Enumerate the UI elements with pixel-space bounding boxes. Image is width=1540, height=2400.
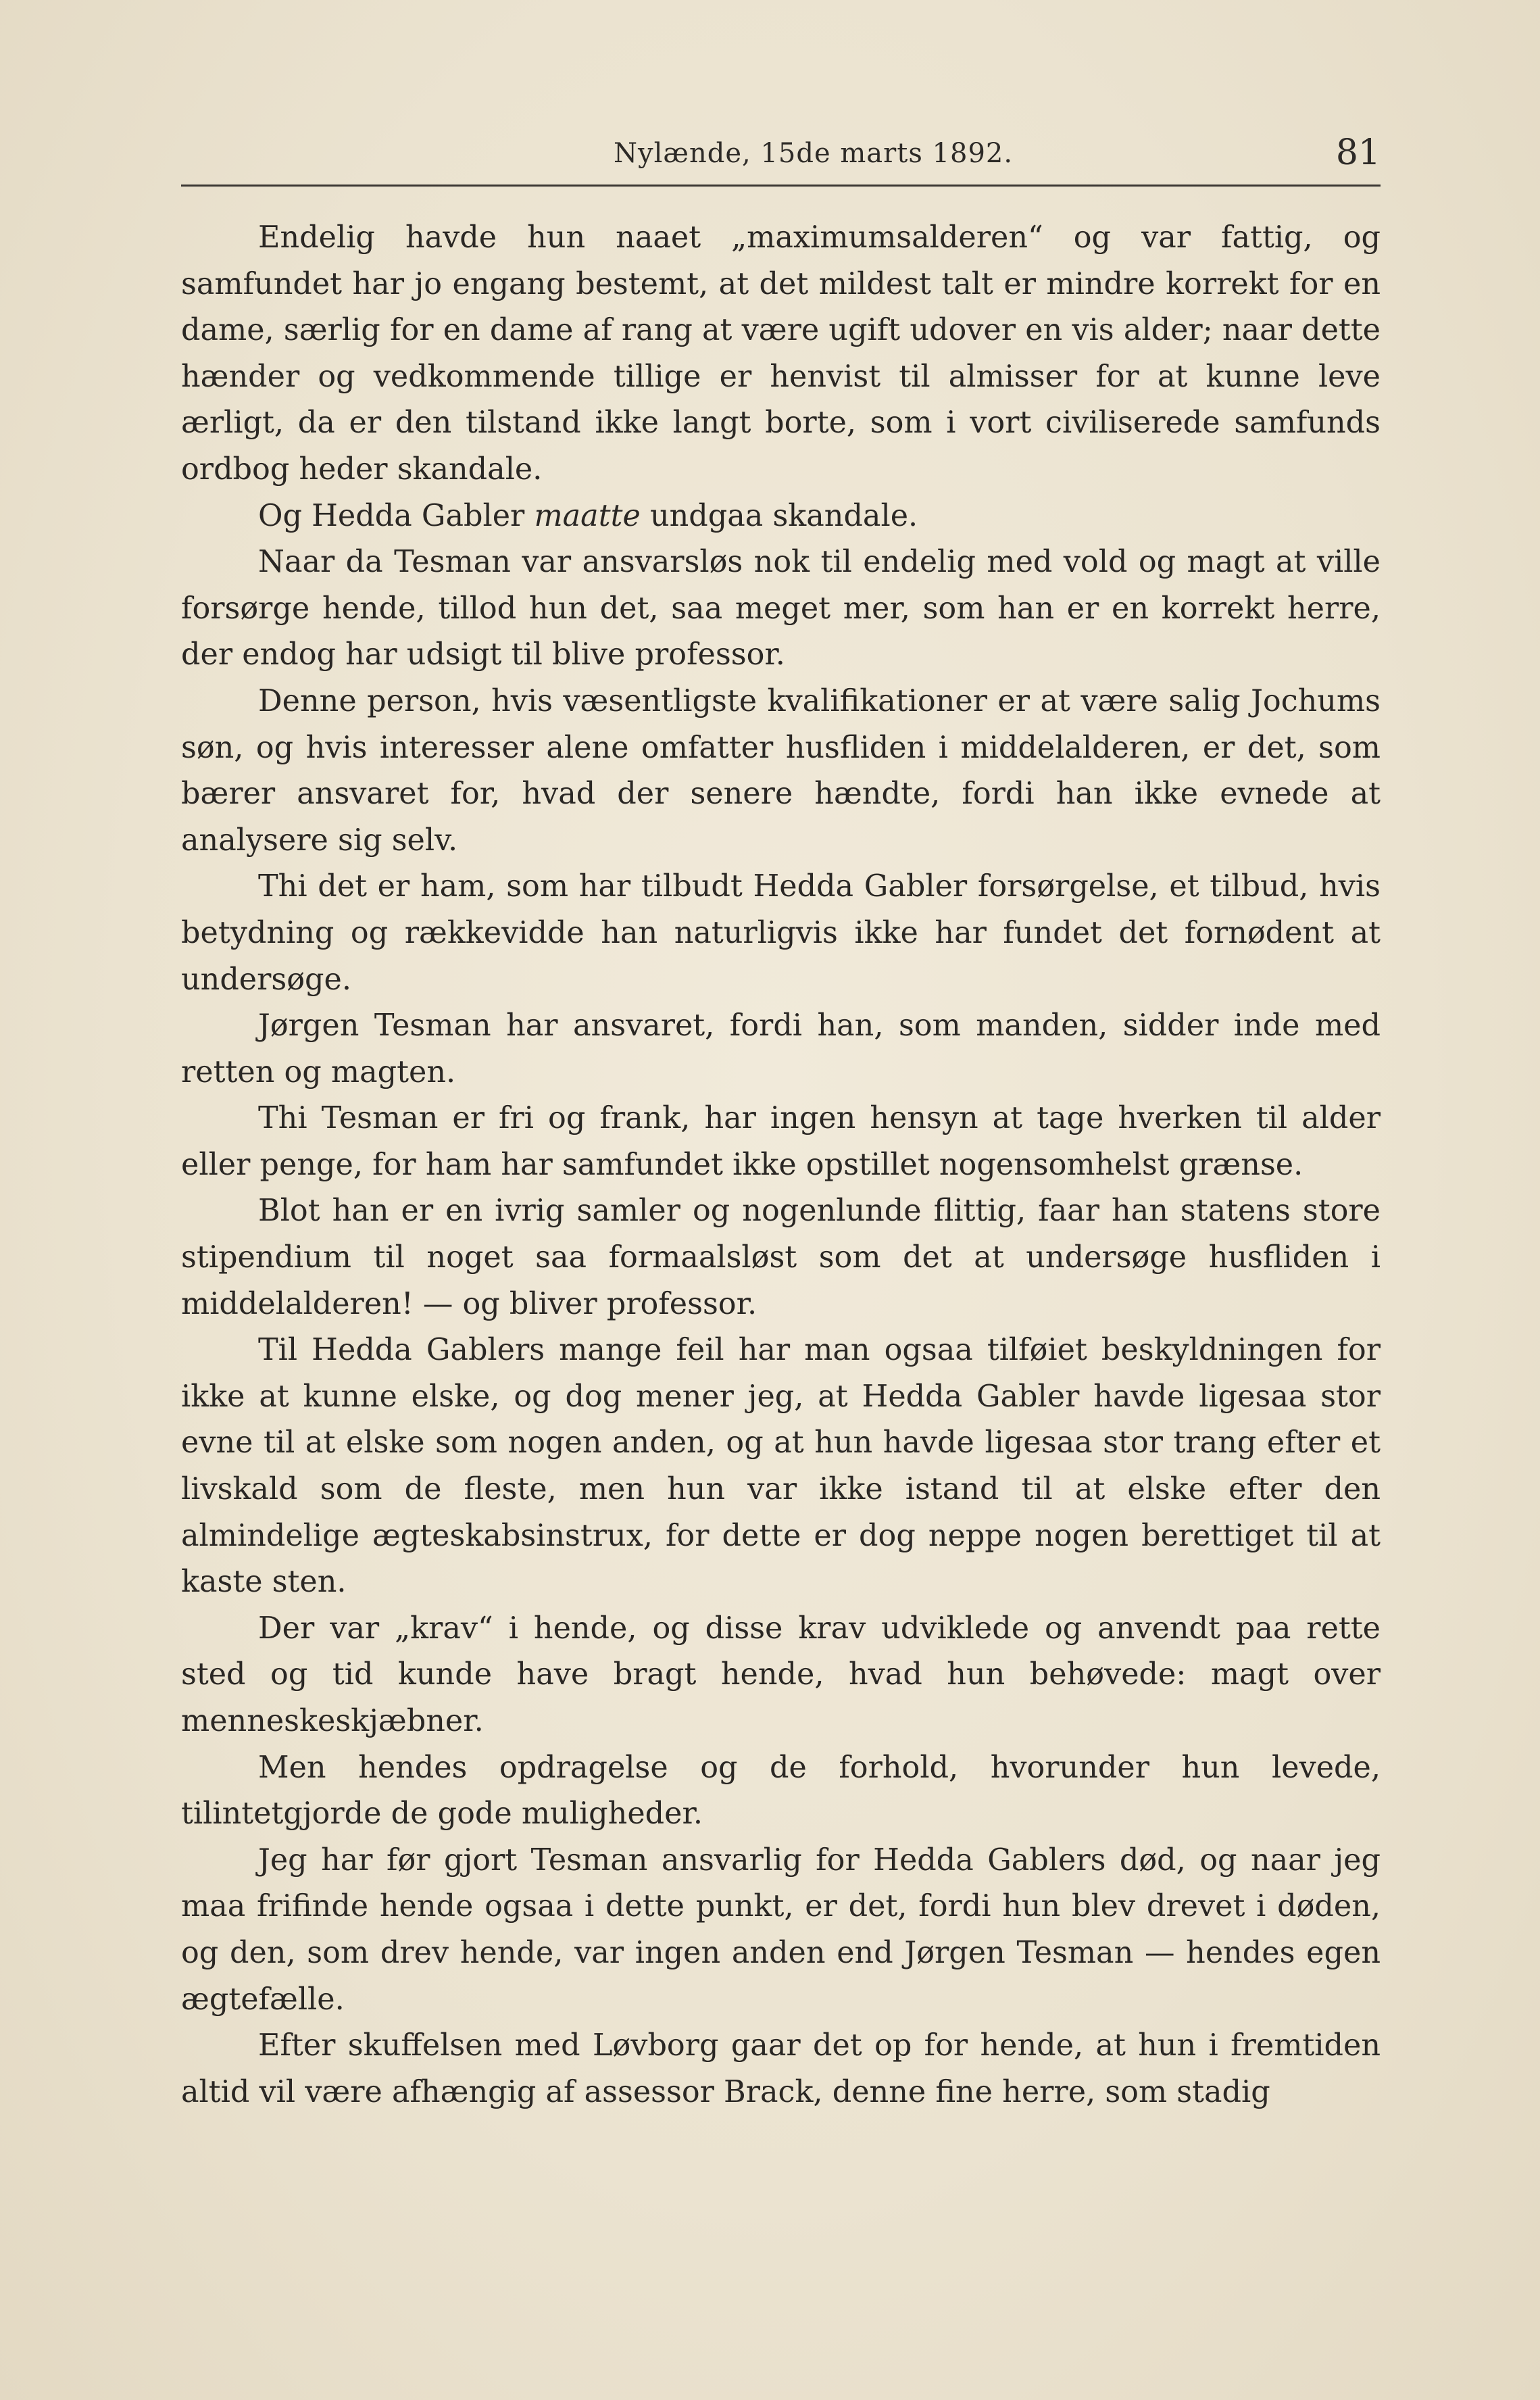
paragraph-5: Thi det er ham, som har tilbudt Hedda Gabler forsørgelse, et tilbud, hvis betydning og rækkevidde han naturligvis ikke har fundet det fornødent at undersøge. [181,869,1381,997]
paragraph-2-emphasis: maatte [534,498,641,533]
paragraph-12: Jeg har før gjort Tesman ansvarlig for Hedda Gablers død, og naar jeg maa frifinde hende ogsaa i dette punkt, er det, fordi hun blev drevet i døden, og den, som drev hende, var ingen anden end Jørgen Tesman — hendes egen ægtefælle. [181,1842,1381,2017]
paragraph-10: Der var „krav“ i hende, og disse krav udviklede og anvendt paa rette sted og tid kunde have bragt hende, hvad hun behøvede: magt over menneskeskjæbner. [181,1611,1381,1738]
body-text [181,215,1381,2115]
paragraph-2 [181,493,1381,540]
running-header [181,132,1381,187]
paragraph-4: Denne person, hvis væsentligste kvalifikationer er at være salig Jochums søn, og hvis interesser alene omfatter husfliden i middelalderen, er det, som bærer ansvaret for, hvad der senere hændte, fordi han ikke evnede at analysere sig selv. [181,683,1381,858]
paragraph-3: Naar da Tesman var ansvarsløs nok til endelig med vold og magt at ville forsørge hende, tillod hun det, saa meget mer, som han er en korrekt herre, der endog har udsigt til blive professor. [181,545,1381,672]
paragraph-8: Blot han er en ivrig samler og nogenlunde flittig, faar han statens store stipendium til noget saa formaalsløst som det at undersøge husfliden i middelalderen! — og bliver professor. [181,1194,1381,1321]
paragraph-11: Men hendes opdragelse og de forhold, hvorunder hun levede, tilintetgjorde de gode muligheder. [181,1750,1381,1832]
paragraph-9: Til Hedda Gablers mange feil har man ogsaa tilføiet beskyldningen for ikke at kunne elske, og dog mener jeg, at Hedda Gabler havde ligesaa stor evne til at elske som nogen anden, og at hun havde ligesaa stor trang efter et livskald som de fleste, men hun var ikke istand til at elske efter den almindelige ægteskabsinstrux, for dette er dog neppe nogen berettiget til at kaste sten. [181,1333,1381,1600]
paragraph-1: Endelig havde hun naaet „maximumsalderen“ og var fattig, og samfundet har jo engang bestemt, at det mildest talt er mindre korrekt for en dame, særlig for en dame af rang at være ugift udover en vis alder; naar dette hænder og vedkommende tillige er henvist til almisser for at kunne leve ærligt, da er den tilstand ikke langt borte, som i vort civiliserede samfunds ordbog heder skandale. [181,220,1381,487]
page-number: 81 [1335,132,1381,173]
paragraph-6: Jørgen Tesman har ansvaret, fordi han, som manden, sidder inde med retten og magten. [181,1008,1381,1089]
paragraph-7: Thi Tesman er fri og frank, har ingen hensyn at tage hverken til alder eller penge, for ham har samfundet ikke opstillet nogensomhelst grænse. [181,1101,1381,1182]
paragraph-2-after: undgaa skandale. [640,498,918,533]
header-rule [181,185,1381,187]
running-title: Nylænde, 15de marts 1892. [614,138,1014,169]
paragraph-2-before: Og Hedda Gabler [258,498,535,533]
paragraph-13: Efter skuffelsen med Løvborg gaar det op for hende, at hun i fremtiden altid vil være afhængig af assessor Brack, denne fine herre, som stadig [181,2028,1381,2109]
